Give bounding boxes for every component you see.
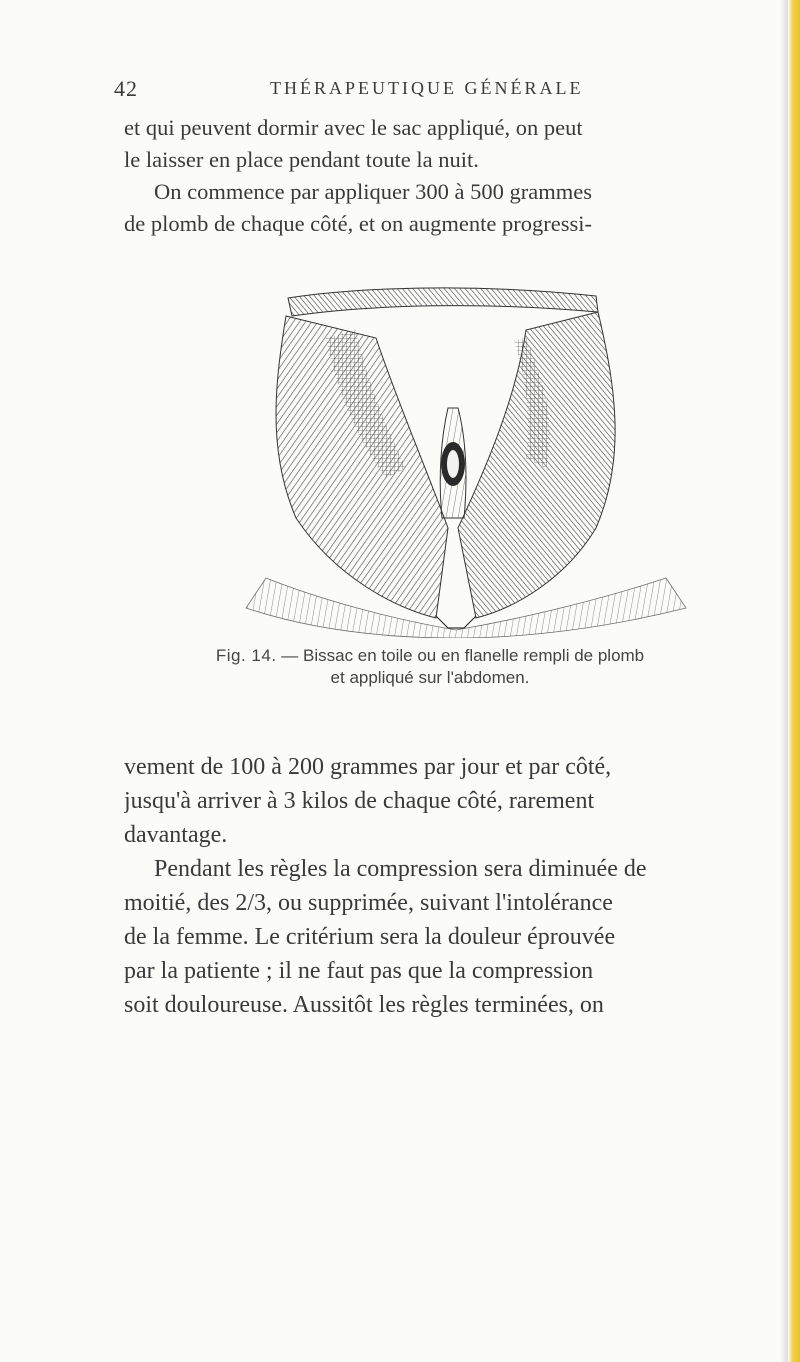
paragraph-bottom (124, 750, 774, 1022)
page-header (114, 76, 774, 106)
text-line: soit douloureuse. Aussitôt les règles terminées, on (124, 992, 604, 1018)
page-number: 42 (114, 76, 138, 101)
text-line: le laisser en place pendant toute la nuit. (124, 147, 479, 172)
figure-label: Fig. 14. (215, 646, 277, 665)
page-edge-shadow (780, 0, 788, 1362)
text-line: de la femme. Le critérium sera la douleur éprouvée (124, 924, 616, 950)
caption-text: — Bissac en toile ou en flanelle rempli de plomb (281, 646, 645, 665)
text-line: de plomb de chaque côté, et on augmente progressi- (124, 211, 592, 236)
running-head: THÉRAPEUTIQUE GÉNÉRALE (270, 78, 584, 98)
text-line: jusqu'à arriver à 3 kilos de chaque côté, rarement (124, 788, 595, 814)
paragraph-top (124, 112, 774, 240)
page-edge-strip (788, 0, 800, 1362)
engraving-figure (226, 278, 696, 638)
text-line: Pendant les règles la compression sera diminuée de (154, 856, 647, 882)
abdomen-sandbag-engraving (226, 278, 696, 638)
text-line: et qui peuvent dormir avec le sac appliqué, on peut (124, 115, 583, 140)
text-line: vement de 100 à 200 grammes par jour et par côté, (124, 754, 612, 780)
text-line: par la patiente ; il ne faut pas que la compression (124, 958, 594, 984)
text-line: On commence par appliquer 300 à 500 grammes (154, 179, 592, 204)
text-line: davantage. (124, 822, 228, 848)
text-line: moitié, des 2/3, ou supprimée, suivant l'intolérance (124, 890, 613, 916)
caption-text-2: et appliqué sur l'abdomen. (330, 668, 530, 687)
figure-caption (150, 645, 710, 689)
